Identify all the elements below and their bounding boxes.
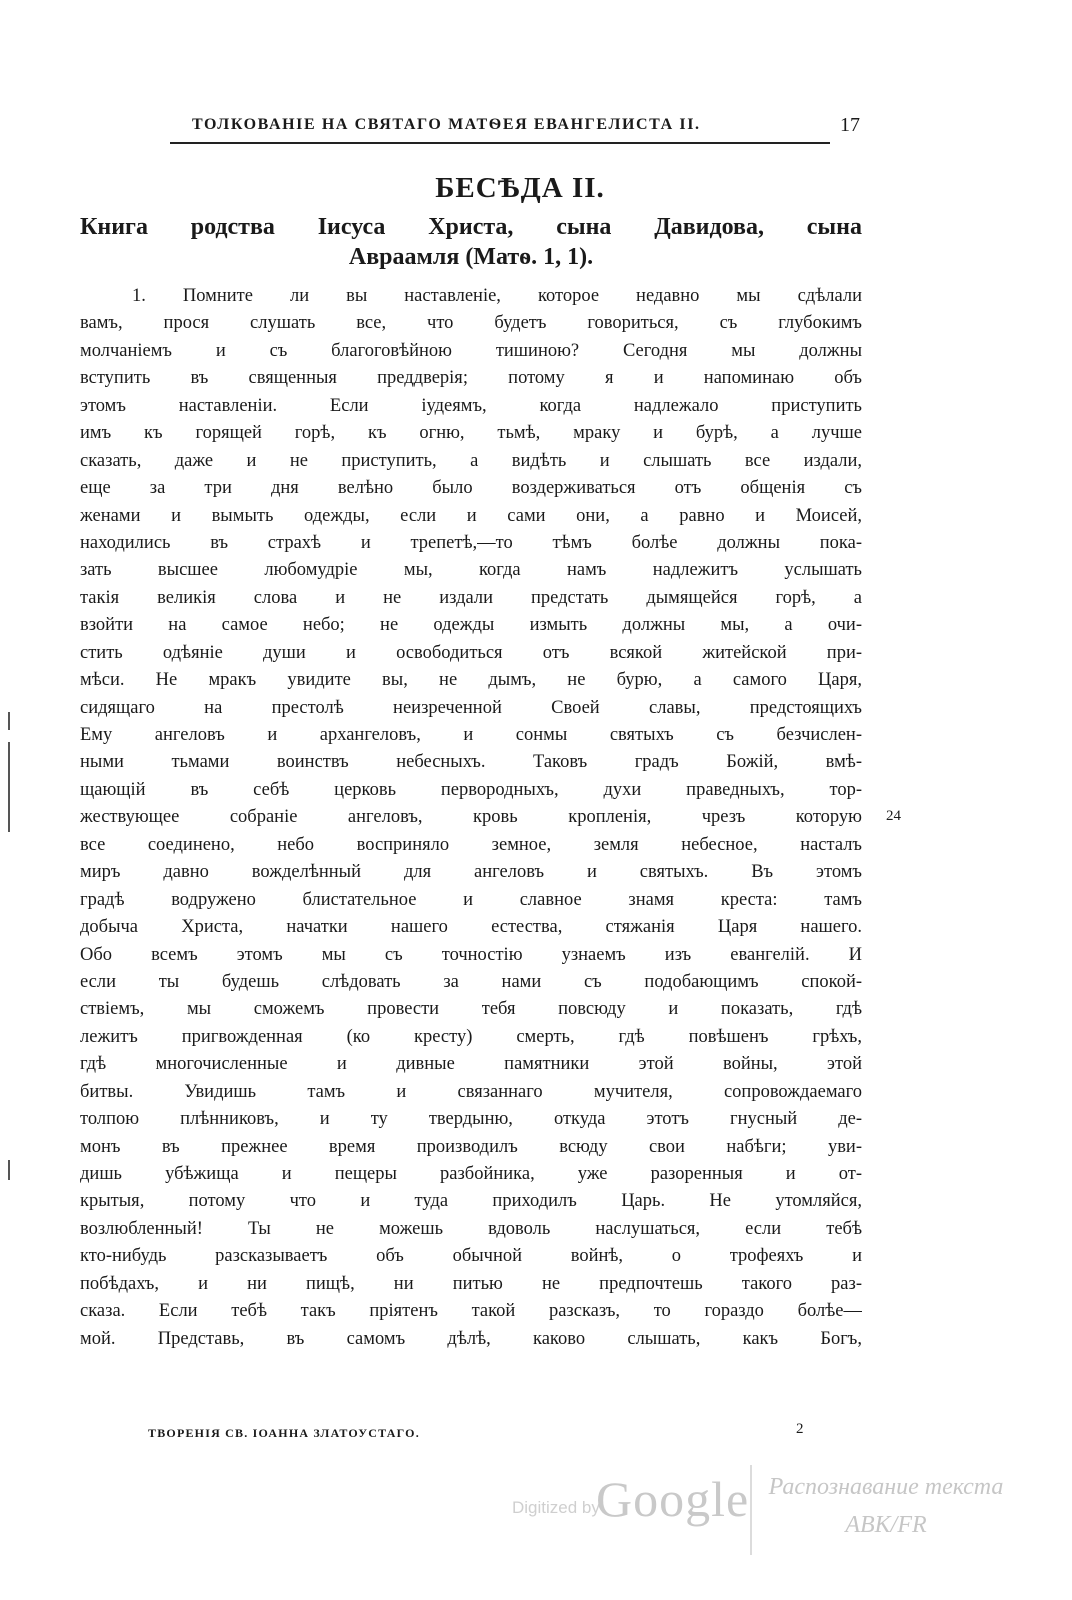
text-line: Ему ангеловъ и архангеловъ, и сонмы святыхъ съ безчислен-	[80, 725, 862, 745]
text-line: такія великія слова и не издали предстать дымящейся горѣ, а	[80, 587, 862, 608]
subtitle-line-2: Авраамля (Матѳ. 1, 1).	[348, 244, 594, 270]
body-text	[80, 283, 862, 1353]
ocr-credit-line-2: ABK/FR	[845, 1512, 927, 1538]
margin-note: 24	[886, 808, 901, 824]
google-logo: Google	[596, 1471, 750, 1527]
edge-mark	[8, 1160, 10, 1180]
header-rule	[170, 142, 830, 144]
text-line: градѣ водружено блистательное и славное знамя креста: тамъ	[80, 889, 862, 910]
text-line: сказа. Если тебѣ такъ пріятенъ такой разсказъ, то гораздо болѣе—	[80, 1301, 862, 1322]
text-line: все соединено, небо восприняло земное, земля небесное, насталъ	[80, 834, 862, 855]
text-line: возлюбленный! Ты не можешь вдоволь наслушаться, если тебѣ	[80, 1218, 862, 1239]
digitized-by-label: Digitized by	[512, 1498, 600, 1517]
watermark-divider	[750, 1465, 752, 1555]
text-line: Обо всемъ этомъ мы съ точностію узнаемъ изъ евангелій. И	[80, 944, 862, 965]
footer-signature: ТВОРЕНІЯ СВ. ІОАННА ЗЛАТОУСТАГО.	[148, 1426, 420, 1440]
text-line: добыча Христа, начатки нашего естества, стяжанія Царя нашего.	[80, 917, 862, 938]
text-line: имъ къ горящей горѣ, къ огню, тьмѣ, мраку и бурѣ, а лучше	[80, 423, 862, 444]
text-line: толпою плѣнниковъ, и ту твердыню, откуда этотъ гнусный де-	[80, 1109, 862, 1130]
text-line: гдѣ многочисленные и дивные памятники этой войны, этой	[80, 1054, 862, 1075]
running-title: ТОЛКОВАНІЕ НА СВЯТАГО МАТѲЕЯ ЕВАНГЕЛИСТА II.	[192, 116, 701, 133]
page-number: 17	[840, 114, 860, 136]
text-line: сидящаго на престолѣ неизреченной Своей славы, предстоящихъ	[80, 697, 862, 718]
homily-title: БЕСѢДА II.	[435, 172, 605, 204]
text-line: еще за три дня велѣно было воздерживаться отъ общенія съ	[80, 478, 862, 499]
text-line: крытыя, потому что и туда приходилъ Царь. Не утомляйся,	[80, 1191, 862, 1212]
text-line: взойти на самое небо; не одежды измыть должны мы, а очи-	[80, 615, 862, 636]
text-line: зать высшее любомудріе мы, когда намъ надлежитъ услышать	[80, 560, 862, 581]
text-line: мѣси. Не мракъ увидите вы, не дымъ, не бурю, а самого Царя,	[80, 670, 862, 691]
text-line: сказать, даже и не приступить, а видѣть и слышать все издали,	[80, 450, 862, 471]
text-line: лежитъ пригвожденная (ко кресту) смерть, гдѣ повѣшенъ грѣхъ,	[80, 1026, 862, 1047]
text-line: этомъ наставленіи. Если іудеямъ, когда надлежало приступить	[80, 395, 862, 416]
text-line: 1. Помните ли вы наставленіе, которое недавно мы сдѣлали	[132, 286, 862, 306]
text-line: ствіемъ, мы сможемъ провести тебя повсюду и показать, гдѣ	[80, 999, 862, 1020]
text-line: вамъ, прося слушать все, что будетъ говориться, съ глубокимъ	[80, 313, 862, 334]
edge-mark	[8, 742, 10, 832]
running-head	[170, 116, 860, 144]
text-line: жествующее собраніе ангеловъ, кровь кропленія, чрезъ которую	[80, 807, 862, 828]
text-line: битвы. Увидишь тамъ и связаннаго мучителя, сопровождаемаго	[80, 1081, 862, 1102]
ocr-credit-line-1: Распознавание текста	[768, 1474, 1004, 1500]
text-line: женами и вымыть одежды, если и сами они, а равно и Моисей,	[80, 505, 862, 526]
text-line: мой. Представь, въ самомъ дѣлѣ, каково слышать, какъ Богъ,	[80, 1328, 862, 1349]
subtitle-line-1: Книга родства Іисуса Христа, сына Давидова, сына	[80, 214, 862, 240]
text-line: дишь убѣжища и пещеры разбойника, уже разоренныя и от-	[80, 1164, 862, 1184]
text-line: молчаніемъ и съ благоговѣйною тишиною? Сегодня мы должны	[80, 340, 862, 361]
edge-mark	[8, 712, 10, 730]
text-line: щающій въ себѣ церковь первородныхъ, духи праведныхъ, тор-	[80, 779, 862, 800]
text-line: вступить въ священныя преддверія; потому я и напоминаю объ	[80, 368, 862, 389]
signature-mark: 2	[796, 1421, 804, 1437]
text-line: кто-нибудь разсказываетъ объ обычной войнѣ, о трофеяхъ и	[80, 1246, 862, 1267]
text-line: миръ давно вожделѣнный для ангеловъ и святыхъ. Въ этомъ	[80, 862, 862, 883]
text-line: монъ въ прежнее время производилъ всюду свои набѣги; уви-	[80, 1136, 862, 1157]
text-line: ными тьмами воинствъ небесныхъ. Таковъ градъ Божій, вмѣ-	[80, 752, 862, 773]
text-line: побѣдахъ, и ни пищѣ, ни питью не предпочтешь такого раз-	[80, 1273, 862, 1294]
text-line: стить одѣяніе души и освободиться отъ всякой житейской при-	[80, 642, 862, 663]
text-line: если ты будешь слѣдовать за нами съ подобающимъ спокой-	[80, 971, 862, 992]
ocr-credit	[756, 1468, 1016, 1544]
text-line: находились въ страхѣ и трепетѣ,—то тѣмъ болѣе должны пока-	[80, 532, 862, 553]
